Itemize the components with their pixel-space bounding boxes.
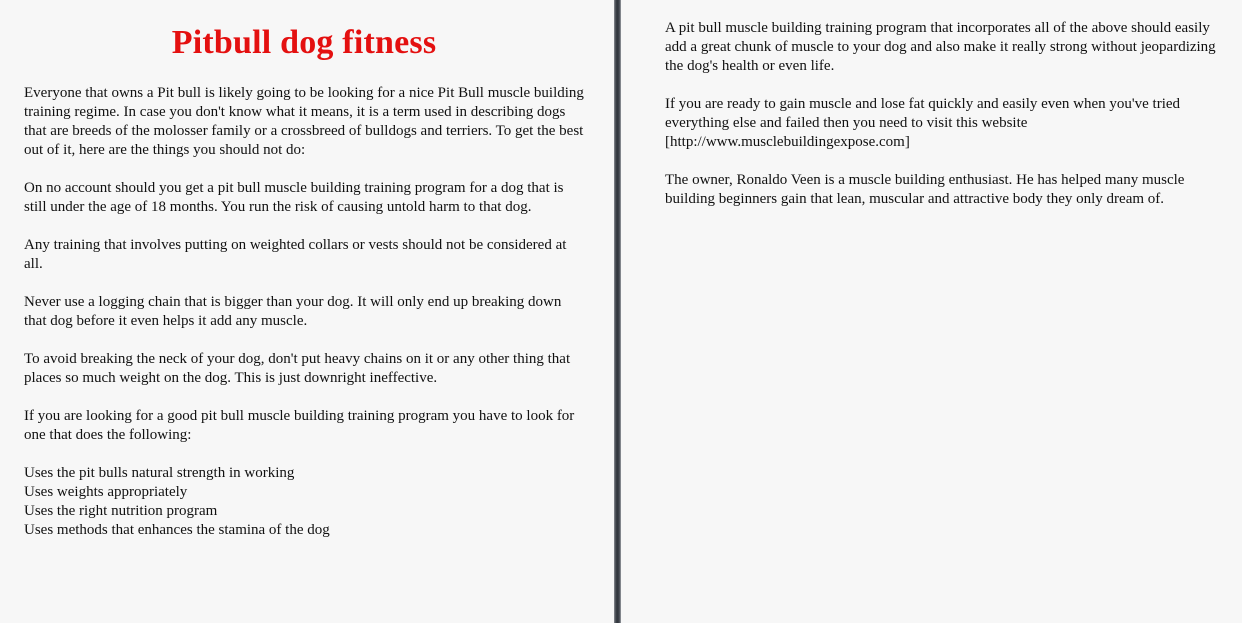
website-paragraph: If you are ready to gain muscle and lose fat quickly and easily even when you've tried everything else and failed then you need to visit this website [http://www.musclebuildingexpose.com] [665, 96, 1181, 150]
right-page [621, 0, 1242, 623]
weighted-collars-paragraph: Any training that involves putting on weighted collars or vests should not be considered at all. [24, 237, 567, 272]
list-item: Uses methods that enhances the stamina of the dog [24, 522, 330, 538]
age-warning-paragraph: On no account should you get a pit bull muscle building training program for a dog that is still under the age of 18 months. You run the risk of causing untold harm to that dog. [24, 180, 564, 215]
left-page [0, 0, 614, 623]
page-title: Pitbull dog fitness [171, 24, 437, 61]
program-summary-paragraph: A pit bull muscle building training program that incorporates all of the above should easily add a great chunk of muscle to your dog and also make it really strong without jeopardizing the dog's health or even life. [665, 20, 1216, 74]
logging-chain-paragraph: Never use a logging chain that is bigger than your dog. It will only end up breaking down that dog before it even helps it add any muscle. [24, 294, 562, 329]
intro-paragraph: Everyone that owns a Pit bull is likely going to be looking for a nice Pit Bull muscle building training regime. In case you don't know what it means, it is a term used in describing dogs that are breeds of the molosser family or a crossbreed of bulldogs and terriers. To get the best out of it, here are the things you should not do: [24, 85, 584, 158]
list-item: Uses the pit bulls natural strength in working [24, 465, 295, 481]
requirements-paragraph: If you are looking for a good pit bull muscle building training program you have to look for one that does the following: [24, 408, 575, 443]
list-item: Uses weights appropriately [24, 484, 188, 500]
list-item: Uses the right nutrition program [24, 503, 218, 519]
owner-paragraph: The owner, Ronaldo Veen is a muscle building enthusiast. He has helped many muscle building beginners gain that lean, muscular and attractive body they only dream of. [665, 172, 1185, 207]
page-gutter [614, 0, 621, 623]
requirements-list [24, 464, 584, 540]
heavy-chains-paragraph: To avoid breaking the neck of your dog, don't put heavy chains on it or any other thing that places so much weight on the dog. This is just downright ineffective. [24, 351, 571, 386]
